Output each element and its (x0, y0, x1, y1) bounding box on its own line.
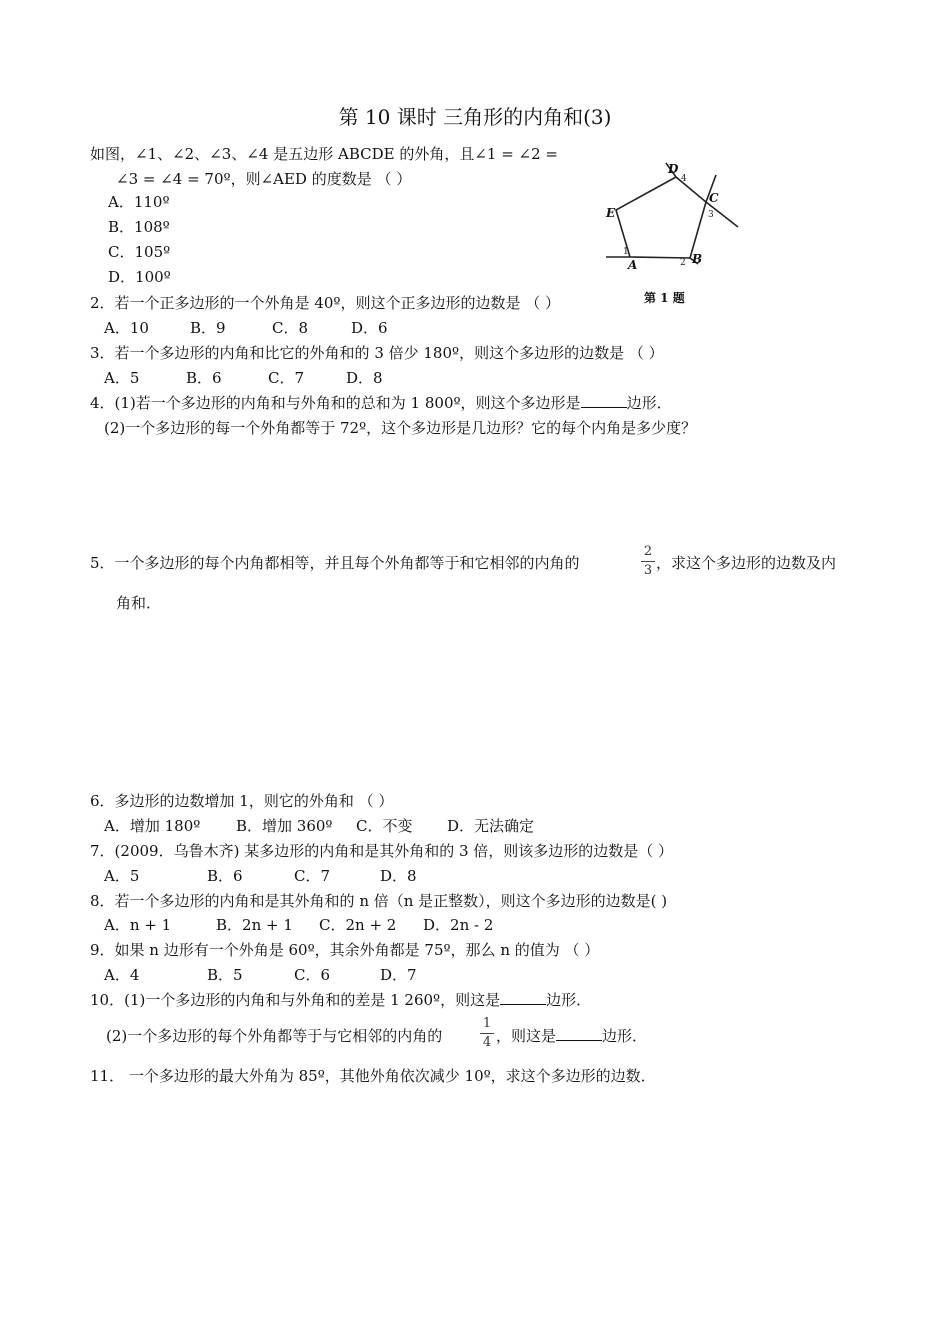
angle-label-4: 4 (681, 174, 687, 184)
q3-option-c: C．7 (268, 369, 305, 387)
q2-option-c: C．8 (272, 319, 309, 337)
q10-fraction (480, 1016, 494, 1051)
q1-option-a: A．110º (108, 193, 170, 211)
q8-option-a: A．n + 1 (104, 916, 172, 934)
pentagon-figure (598, 155, 748, 315)
q8-text: 8．若一个多边形的内角和是其外角和的 n 倍（n 是正整数），则这个多边形的边数是( ) (90, 892, 668, 910)
q2-option-a: A．10 (104, 319, 149, 337)
q10-part2-rest (496, 1026, 647, 1046)
angle-label-2: 2 (680, 258, 686, 268)
q10-part1 (90, 990, 591, 1010)
angle-label-3: 3 (708, 210, 714, 220)
q7-option-a: A．5 (104, 867, 140, 885)
fraction-numerator: 2 (643, 544, 653, 559)
q6-option-a: A．增加 180º (104, 817, 201, 835)
q7-text: 7．(2009．乌鲁木齐) 某多边形的内角和是其外角和的 3 倍，则该多边形的边数是（ ） (90, 842, 674, 860)
q4-part1 (90, 393, 672, 413)
q3-option-a: A．5 (104, 369, 140, 387)
fraction-denominator: 4 (482, 1035, 492, 1050)
q10-part2-text: (2)一个多边形的每个外角都等于与它相邻的内角的 (106, 1027, 443, 1045)
figure-caption: 第 1 题 (644, 291, 685, 305)
angle-label-1: 1 (623, 247, 629, 257)
q9-text: 9．如果 n 边形有一个外角是 60º，其余外角都是 75º，那么 n 的值为 （ ） (90, 941, 600, 959)
q3-text: 3．若一个多边形的内角和比它的外角和的 3 倍少 180º，则这个多边形的边数是 （ ） (90, 344, 664, 362)
q4-part2: (2)一个多边形的每一个外角都等于 72º，这个多边形是几边形？它的每个内角是多少度？ (104, 419, 697, 437)
q4-part1-suffix: 边形． (626, 394, 672, 412)
q7-option-d: D．8 (380, 867, 417, 885)
q6-option-b: B．增加 360º (236, 817, 333, 835)
q10-part1-text: 10．(1)一个多边形的内角和与外角和的差是 1 260º，则这是 (90, 991, 501, 1009)
q1-option-b: B．108º (108, 218, 170, 236)
answer-blank[interactable] (500, 990, 546, 1005)
q10-part2-suffix: 边形． (602, 1027, 648, 1045)
answer-blank[interactable] (556, 1026, 602, 1041)
q8-option-d: D．2n - 2 (423, 916, 494, 934)
vertex-label-d: D (668, 162, 679, 176)
fraction-denominator: 3 (643, 563, 653, 578)
q8-option-b: B．2n + 1 (216, 916, 293, 934)
vertex-label-c: C (709, 191, 719, 205)
q5-line2: 角和． (116, 594, 162, 612)
q10-part2-mid: ，则这是 (496, 1027, 557, 1045)
q11-text: 11． 一个多边形的最大外角为 85º，其他外角依次减少 10º，求这个多边形的边数． (90, 1067, 656, 1085)
q5-line1-suffix: ，求这个多边形的边数及内 (656, 554, 837, 572)
q7-option-b: B．6 (207, 867, 243, 885)
q1-option-d: D．100º (108, 268, 171, 286)
vertex-label-b: B (692, 252, 703, 266)
q4-part1-text: 4．(1)若一个多边形的内角和与外角和的总和为 1 800º，则这个多边形是 (90, 394, 581, 412)
q6-option-d: D．无法确定 (447, 817, 535, 835)
q2-option-b: B．9 (190, 319, 226, 337)
q5-fraction (641, 544, 655, 579)
q9-option-c: C．6 (294, 966, 331, 984)
q9-option-a: A．4 (104, 966, 140, 984)
fraction-numerator: 1 (482, 1016, 492, 1031)
pentagon-shape (616, 177, 706, 258)
q5-line1-text: 5．一个多边形的每个内角都相等，并且每个外角都等于和它相邻的内角的 (90, 554, 580, 572)
q8-option-c: C．2n + 2 (319, 916, 397, 934)
q2-text: 2．若一个正多边形的一个外角是 40º，则这个正多边形的边数是 （ ） (90, 294, 560, 312)
q7-option-c: C．7 (294, 867, 331, 885)
q1-option-c: C．105º (108, 243, 171, 261)
q6-option-c: C．不变 (356, 817, 413, 835)
q6-text: 6．多边形的边数增加 1，则它的外角和 （ ） (90, 792, 394, 810)
page-title: 第 10 课时 三角形的内角和(3) (338, 105, 612, 129)
q2-option-d: D．6 (351, 319, 388, 337)
q3-option-d: D．8 (346, 369, 383, 387)
q3-option-b: B．6 (186, 369, 222, 387)
q9-option-b: B．5 (207, 966, 243, 984)
vertex-label-a: A (628, 258, 638, 272)
answer-blank[interactable] (581, 393, 627, 408)
vertex-label-e: E (606, 206, 616, 220)
q10-part1-suffix: 边形． (546, 991, 592, 1009)
q1-line2: ∠3 = ∠4 = 70º，则∠AED 的度数是 （ ） (116, 170, 412, 188)
q1-line1: 如图，∠1、∠2、∠3、∠4 是五边形 ABCDE 的外角，且∠1 = ∠2 = (90, 145, 559, 163)
q9-option-d: D．7 (380, 966, 417, 984)
